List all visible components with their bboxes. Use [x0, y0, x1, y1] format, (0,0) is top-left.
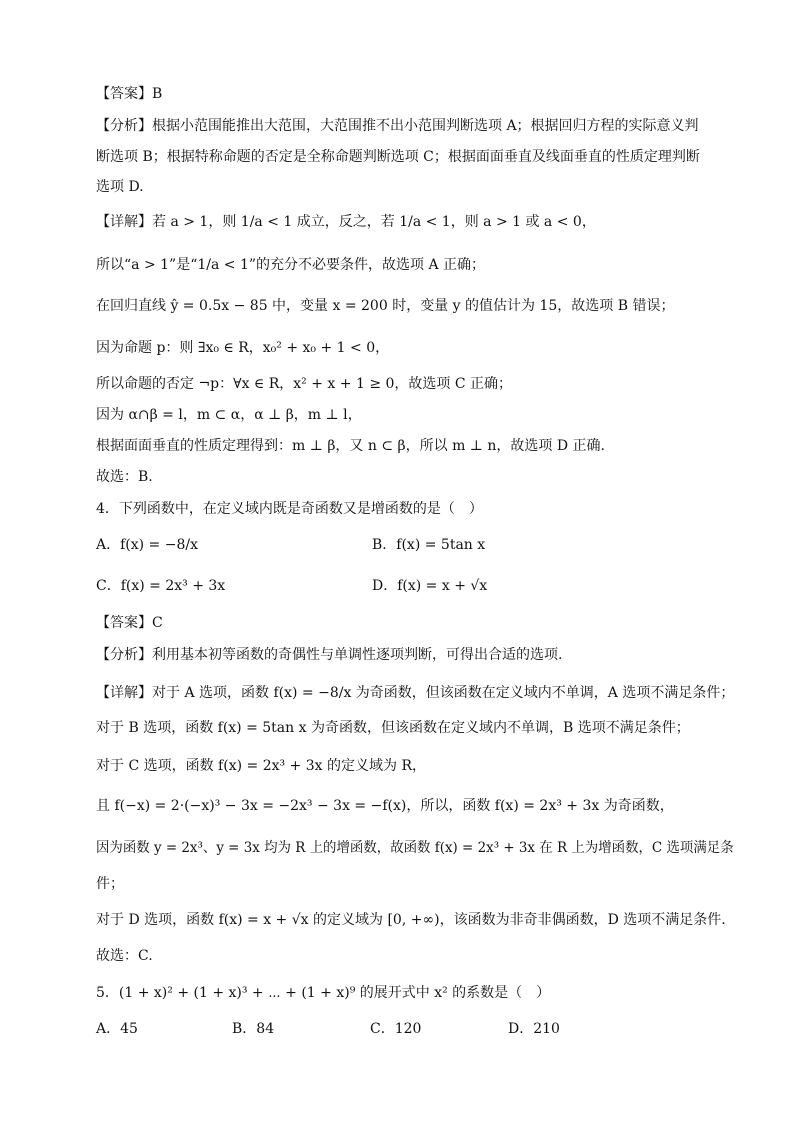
detail-line: 所以命题的否定 ¬p：∀x ∈ R，x² + x + 1 ≥ 0，故选项 C 正确； [96, 376, 513, 392]
conclusion-line: 故选：B. [96, 469, 153, 485]
detail-line: 件； [96, 876, 124, 892]
analysis-line: 断选项 B；根据特称命题的否定是全称命题判断选项 C；根据面面垂直及线面垂直的性质定理判断 [96, 149, 700, 165]
conclusion-line: 故选：C. [96, 948, 153, 964]
detail-line: 对于 D 选项，函数 f(x) = x + √x 的定义域为 [0, +∞)，该函数为非奇非偶函数，D 选项不满足条件. [96, 912, 726, 928]
detail-line: 且 f(−x) = 2·(−x)³ − 3x = −2x³ − 3x = −f(x)，所以，函数 f(x) = 2x³ + 3x 为奇函数， [96, 798, 674, 814]
answer-label: 【答案】B [96, 86, 163, 102]
detail-line: 因为命题 p：则 ∃x₀ ∈ R，x₀² + x₀ + 1 < 0， [96, 340, 390, 356]
answer-label: 【答案】C [96, 615, 163, 631]
option-d: D．f(x) = x + √x [372, 578, 488, 594]
detail-line: 因为 α∩β = l，m ⊂ α，α ⊥ β，m ⊥ l， [96, 407, 362, 423]
analysis-line: 【分析】利用基本初等函数的奇偶性与单调性逐项判断，可得出合适的选项. [96, 647, 563, 663]
option-c: C．120 [370, 1021, 422, 1037]
detail-line: 【详解】对于 A 选项，函数 f(x) = −8/x 为奇函数，但该函数在定义域内不单调，A 选项不满足条件； [96, 685, 735, 701]
option-b: B．f(x) = 5tan x [372, 537, 486, 553]
question-stem: 5．(1 + x)² + (1 + x)³ + ⋯ + (1 + x)⁹ 的展开式中 x² 的系数是（ ） [96, 985, 551, 1001]
analysis-line: 【分析】根据小范围能推出大范围，大范围推不出小范围判断选项 A；根据回归方程的实际意义判 [96, 118, 699, 134]
question-stem: 4．下列函数中，在定义域内既是奇函数又是增函数的是（ ） [96, 501, 483, 517]
detail-line: 因为函数 y = 2x³、y = 3x 均为 R 上的增函数，故函数 f(x) = 2x³ + 3x 在 R 上为增函数，C 选项满足条 [96, 840, 734, 856]
detail-line: 根据面面垂直的性质定理得到：m ⊥ β，又 n ⊂ β，所以 m ⊥ n，故选项 D 正确. [96, 438, 606, 454]
option-c: C．f(x) = 2x³ + 3x [96, 578, 226, 594]
option-a: A．f(x) = −8/x [96, 537, 198, 553]
option-a: A．45 [96, 1021, 138, 1037]
detail-line: 【详解】若 a > 1，则 1/a < 1 成立，反之，若 1/a < 1，则 a > 1 或 a < 0， [96, 214, 596, 230]
detail-line: 在回归直线 ŷ = 0.5x − 85 中，变量 x = 200 时，变量 y 的值估计为 15，故选项 B 错误； [96, 298, 675, 314]
analysis-line: 选项 D. [96, 179, 144, 195]
detail-line: 所以“a > 1”是“1/a < 1”的充分不必要条件，故选项 A 正确； [96, 257, 486, 273]
detail-line: 对于 C 选项，函数 f(x) = 2x³ + 3x 的定义域为 R， [96, 758, 426, 774]
detail-line: 对于 B 选项，函数 f(x) = 5tan x 为奇函数，但该函数在定义域内不单调，B 选项不满足条件； [96, 720, 690, 736]
option-b: B．84 [232, 1021, 275, 1037]
option-d: D．210 [508, 1021, 560, 1037]
